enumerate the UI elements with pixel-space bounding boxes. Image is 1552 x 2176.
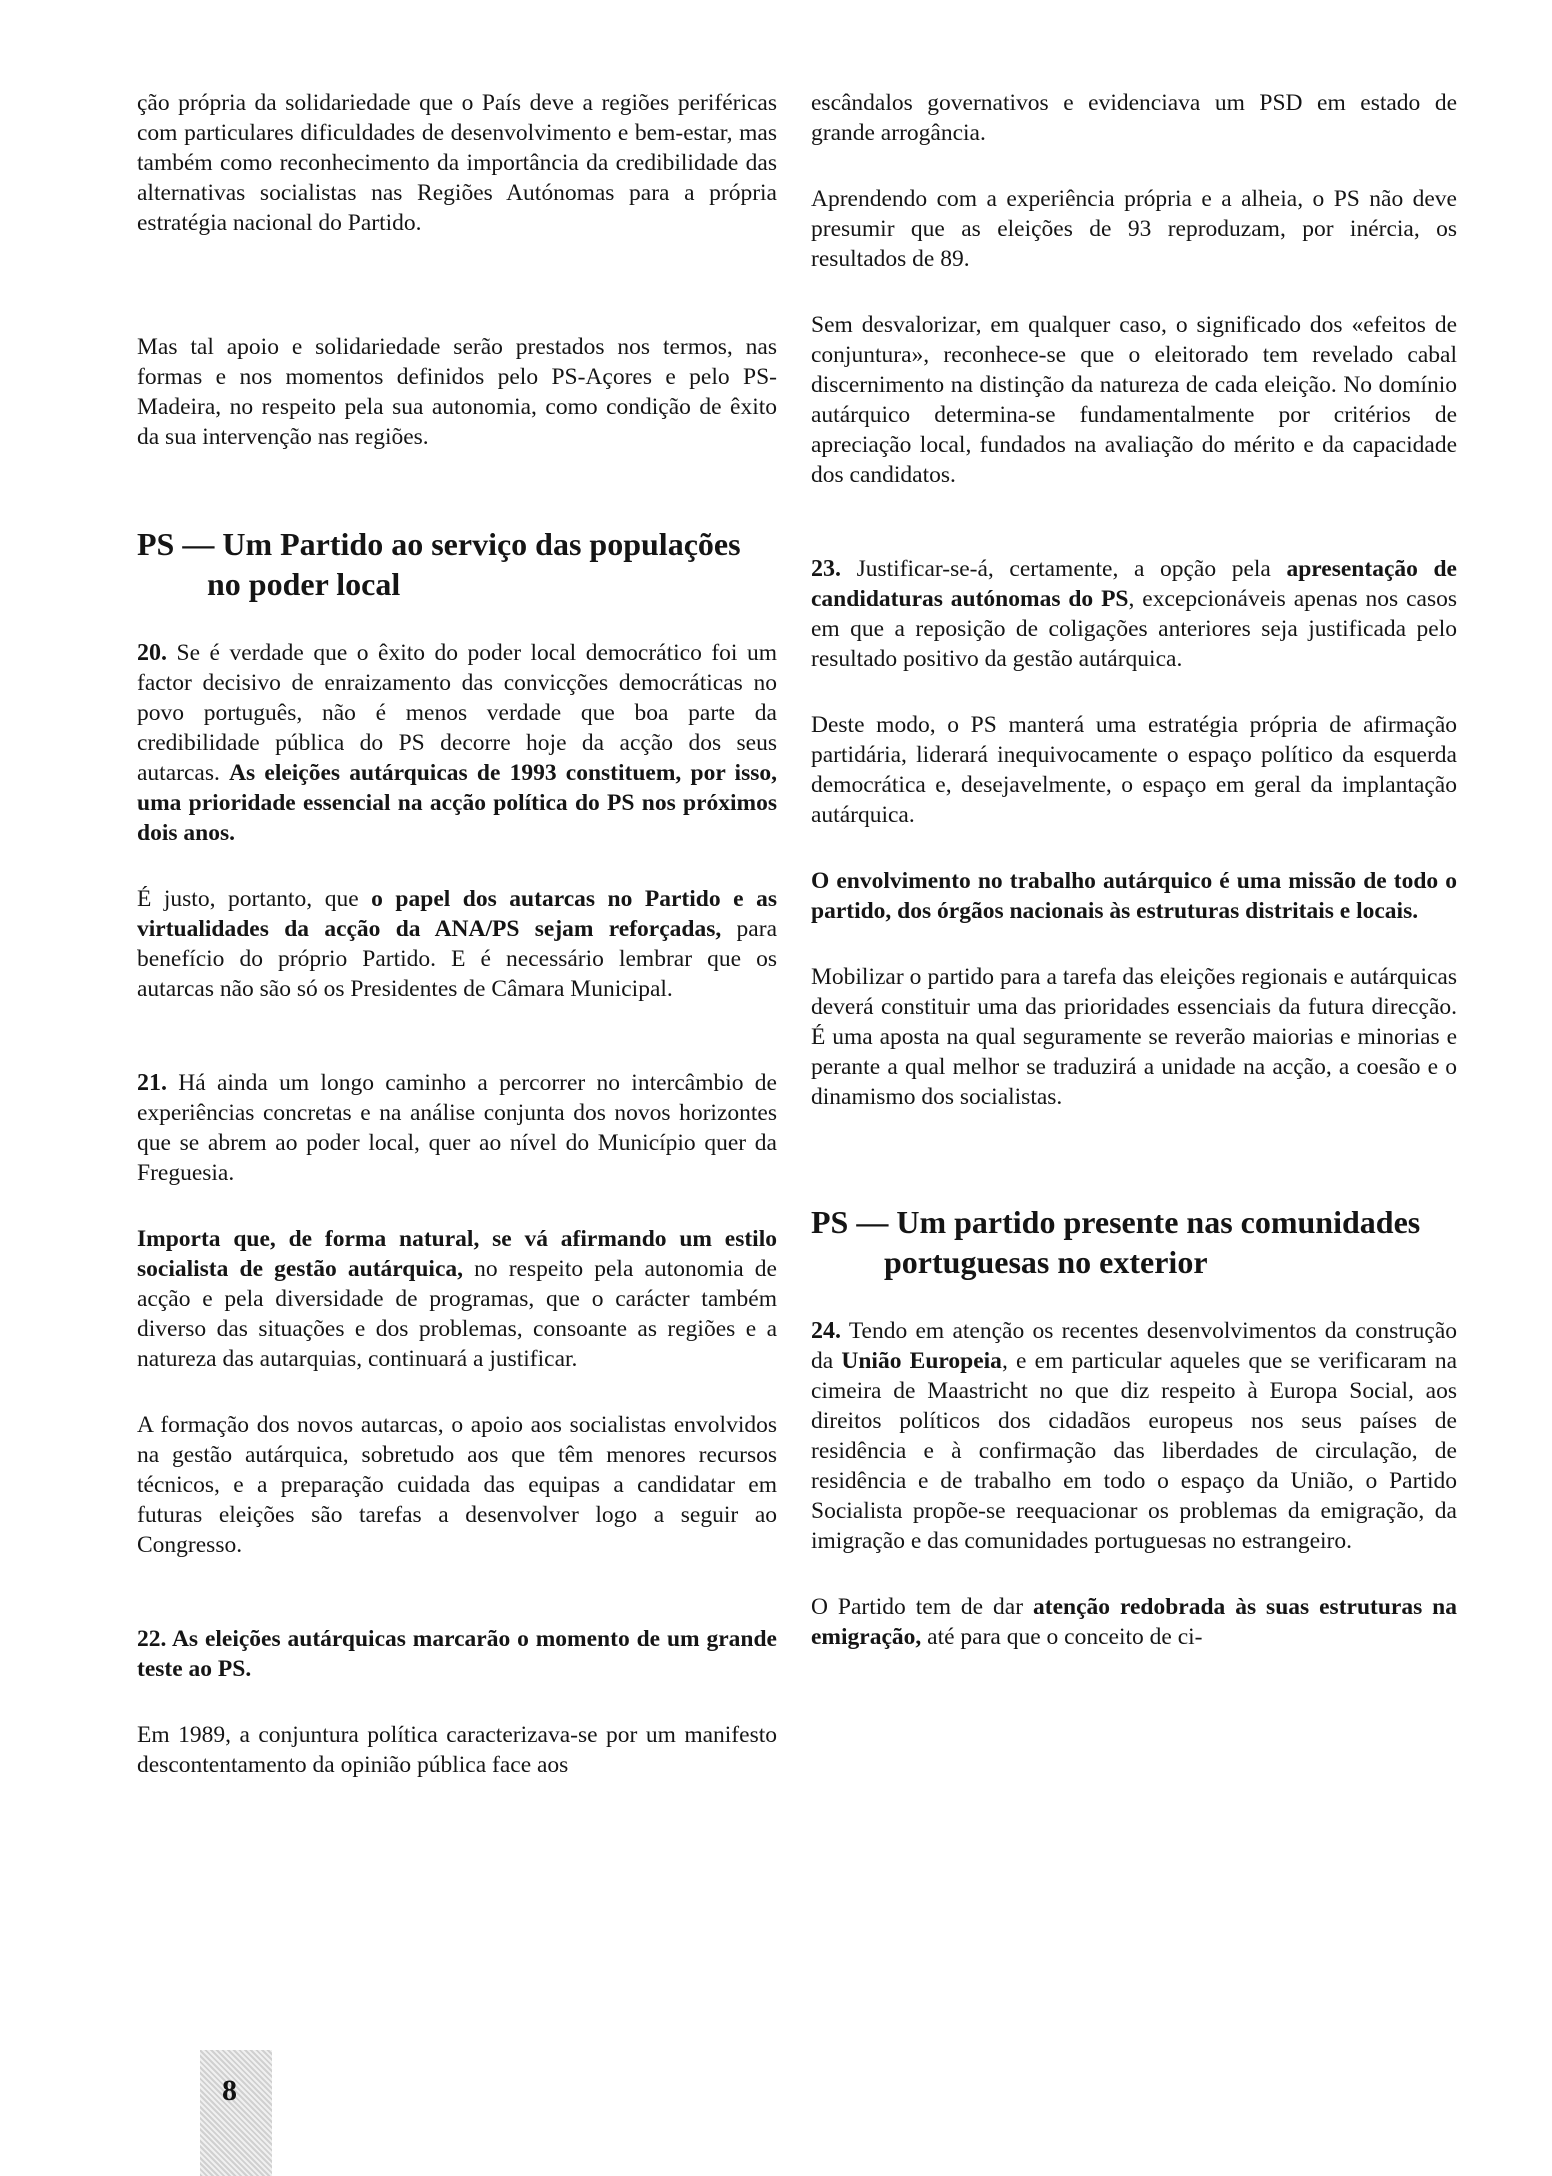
section-22	[137, 1624, 777, 1684]
paragraph-envolvimento	[811, 866, 1457, 926]
bold-text: União Europeia	[841, 1348, 1002, 1374]
right-paragraph-2: Aprendendo com a experiência própria e a alheia, o PS não deve presumir que as eleições de 93 reproduzam, por inércia, os resultados de 89.	[811, 186, 1457, 272]
bold-text: O envolvimento no trabalho autárquico é uma missão de todo o partido, dos órgãos nacionais às estruturas distritais e locais.	[811, 868, 1457, 924]
text-run: para benefício do próprio Partido. E é necessário lembrar que os autarcas não são só os Presidentes de Câmara Municipal.	[137, 916, 777, 1002]
paragraph-deste: Deste modo, o PS manterá uma estratégia própria de afirmação partidária, liderará inequivocamente o espaço político da esquerda democrática e, desejavelmente, o espaço em geral da implantação autárquica.	[811, 712, 1457, 828]
bold-text: apresentação de candidaturas autónomas do PS	[811, 556, 1457, 612]
heading-line-1: PS — Um Partido ao serviço das populações	[137, 526, 741, 562]
paragraph-mobilizar: Mobilizar o partido para a tarefa das eleições regionais e autárquicas deverá constituir uma das prioridades essenciais da futura direcção. É uma aposta na qual seguramente se reverão maiorias e minorias e perante a qual melhor se traduzirá a unidade na acção, a coesão e o dinamismo dos socialistas.	[811, 964, 1457, 1110]
text-run: O Partido tem de dar	[811, 1594, 1033, 1620]
bold-text: Importa que, de forma natural, se vá afirmando um estilo socialista de gestão autárquica,	[137, 1226, 777, 1282]
text-run: no respeito pela autonomia de acção e pela diversidade de programas, que o carácter também diverso das situações e dos problemas, consoante as regiões e a natureza das autarquias, continuará a justificar.	[137, 1256, 777, 1372]
section-21	[137, 1068, 777, 1188]
heading-line-2: no poder local	[207, 566, 401, 602]
left-column	[137, 88, 777, 1780]
paragraph-partido	[811, 1592, 1457, 1652]
text-run: É justo, portanto, que	[137, 886, 372, 912]
page-number: 8	[222, 2074, 237, 2107]
text-run: Justificar-se-á, certamente, a opção pela	[841, 556, 1287, 582]
section-number: 21.	[137, 1070, 167, 1096]
right-paragraph-1: escândalos governativos e evidenciava um PSD em estado de grande arrogância.	[811, 90, 1457, 146]
paragraph-importa	[137, 1224, 777, 1374]
text-run: , excepcionáveis apenas nos casos em que a reposição de coligações anteriores seja justificada pelo resultado positivo da gestão autárquica.	[811, 586, 1457, 672]
right-column	[811, 88, 1457, 1652]
paragraph-formacao: A formação dos novos autarcas, o apoio aos socialistas envolvidos na gestão autárquica, sobretudo aos que têm menores recursos técnicos, e a preparação cuidada das equipas a candidatar em futuras eleições são tarefas a desenvolver logo a seguir ao Congresso.	[137, 1412, 777, 1558]
section-bold-text: As eleições autárquicas de 1993 constituem, por isso, uma prioridade essencial na acção política do PS nos próximos dois anos.	[137, 760, 777, 846]
section-number: 24.	[811, 1318, 841, 1344]
section-text: Há ainda um longo caminho a percorrer no intercâmbio de experiências concretas e na análise conjunta dos novos horizontes que se abrem ao poder local, quer ao nível do Município quer da Freguesia.	[137, 1070, 777, 1186]
paragraph-1989: Em 1989, a conjuntura política caracterizava-se por um manifesto descontentamento da opinião pública face aos	[137, 1722, 777, 1778]
bold-text: 22. As eleições autárquicas marcarão o momento de um grande teste ao PS.	[137, 1626, 777, 1682]
paragraph-justo	[137, 884, 777, 1004]
text-run: , e em particular aqueles que se verificaram na cimeira de Maastricht no que diz respeito à Europa Social, aos direitos políticos dos cidadãos europeus nos seus países de residência e à confirmação das liberdades de circulação, de residência e de trabalho em todo o espaço da União, o Partido Socialista propõe-se reequacionar os problemas da emigração, da imigração e das comunidades portuguesas no estrangeiro.	[811, 1348, 1457, 1554]
section-20	[137, 638, 777, 848]
section-23	[811, 554, 1457, 674]
section-heading-comunidades	[811, 1202, 1457, 1282]
left-paragraph-1: ção própria da solidariedade que o País deve a regiões periféricas com particulares dificuldades de desenvolvimento e bem-estar, mas também como reconhecimento da importância da credibilidade das alternativas socialistas nas Regiões Autónomas para a própria estratégia nacional do Partido.	[137, 90, 777, 236]
page-number-box	[200, 2050, 272, 2176]
text-run: até para que o conceito de ci-	[921, 1624, 1203, 1650]
right-paragraph-3: Sem desvalorizar, em qualquer caso, o significado dos «efeitos de conjuntura», reconhece-se que o eleitorado tem revelado cabal discernimento na distinção da natureza de cada eleição. No domínio autárquico determina-se fundamentalmente por critérios de apreciação local, fundados na avaliação do mérito e da capacidade dos candidatos.	[811, 312, 1457, 488]
heading-line-1: PS — Um partido presente nas comunidades	[811, 1204, 1421, 1240]
section-number: 23.	[811, 556, 841, 582]
section-number: 20.	[137, 640, 167, 666]
bold-text: atenção redobrada às suas estruturas na emigração,	[811, 1594, 1457, 1650]
left-paragraph-2: Mas tal apoio e solidariedade serão prestados nos termos, nas formas e nos momentos definidos pelo PS-Açores e pelo PS-Madeira, no respeito pela sua autonomia, como condição de êxito da sua intervenção nas regiões.	[137, 334, 777, 450]
section-24	[811, 1316, 1457, 1556]
section-text: Se é verdade que o êxito do poder local democrático foi um factor decisivo de enraizamento das convicções democráticas no povo português, não é menos verdade que boa parte da credibilidade pública do PS decorre hoje da acção dos seus autarcas.	[137, 640, 777, 786]
section-heading-poder-local	[137, 524, 777, 604]
heading-line-2: portuguesas no exterior	[884, 1244, 1208, 1280]
bold-text: o papel dos autarcas no Partido e as virtualidades da acção da ANA/PS sejam reforçadas,	[137, 886, 777, 942]
text-run: Tendo em atenção os recentes desenvolvimentos da construção da	[811, 1318, 1457, 1374]
